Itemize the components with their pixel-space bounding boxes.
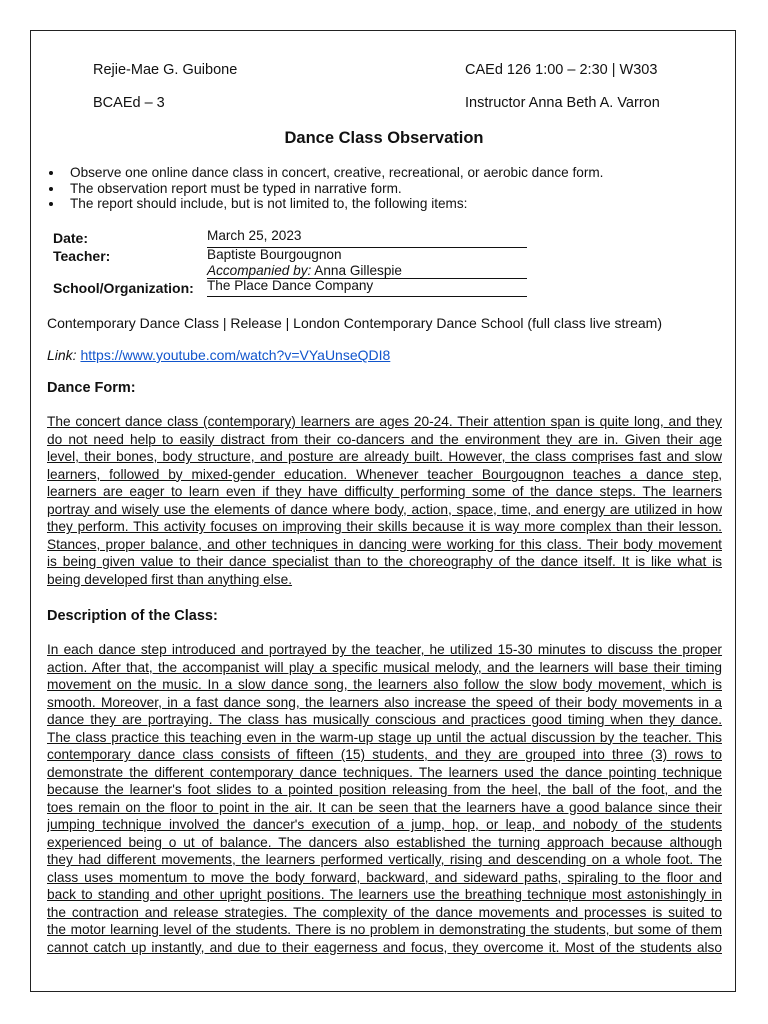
paragraph-line: movement on the music. In a slow dance song, the learners also follow the slow body movement, which is — [47, 677, 722, 692]
instruction-item: Observe one online dance class in concert, creative, recreational, or aerobic dance form. — [45, 165, 603, 181]
paragraph-line: portray and wisely use the elements of dance where body, action, space, time, and energy are utilized in how — [47, 501, 722, 517]
paragraph-line: they perform. This activity focuses on improving their skills because it is way more complex than their lesson. — [47, 519, 722, 534]
paragraph-line: toes remain on the floor to point in the air. It can be seen that the learners have a good balance since their — [47, 799, 722, 815]
paragraph-line: cannot catch up instantly, and due to their eagerness and focus, they overcome it. Most of the students also — [47, 939, 722, 955]
instruction-item: The report should include, but is not limited to, the following items: — [45, 196, 603, 212]
paragraph-line: experienced being o ut of balance. The dancers also established the turning approach because although — [47, 834, 722, 850]
course-schedule: CAEd 126 1:00 – 2:30 | W303 — [465, 62, 658, 78]
paragraph-line: dance they are portraying. The class has musically conscious and practices good timing when they dance. — [47, 712, 722, 727]
paragraph-line: The concert dance class (contemporary) learners are ages 20-24. Their attention span is quite long, and they — [47, 414, 722, 429]
link-label: Link: — [47, 347, 77, 363]
paragraph-line: back to standing and other upright positions. The learners use the breathing technique most astonishingly in — [47, 887, 722, 902]
paragraph-line: they had different movements, the learners performed vertically, rising and descending on a whole foot. The — [47, 852, 722, 867]
program-label: BCAEd – 3 — [93, 95, 165, 111]
document-page — [30, 30, 736, 992]
paragraph-line: class uses momentum to move the body forward, backward, and sideward paths, spiraling to the floor and — [47, 869, 722, 885]
description-heading: Description of the Class: — [47, 608, 218, 624]
paragraph-line: The class practice this teaching even in the warm-up stage up until the actual discussion by the teacher. This — [47, 729, 722, 745]
paragraph-line: being developed first than anything else. — [47, 571, 293, 587]
date-value: March 25, 2023 — [207, 228, 302, 243]
bullet-icon — [49, 202, 53, 206]
paragraph-line: Stances, proper balance, and other techniques in dancing were working for this class. Their body movement — [47, 536, 722, 552]
instruction-item: The observation report must be typed in narrative form. — [45, 181, 603, 197]
school-label: School/Organization: — [53, 280, 194, 296]
accompanied-value: Anna Gillespie — [311, 263, 402, 278]
paragraph-line: smooth. Moreover, in a fast dance song, the learners also increase the speed of their body movements in a — [47, 694, 722, 710]
description-paragraph — [47, 641, 722, 956]
paragraph-line: jumping technique involved the dancer's execution of a jump, hop, or leap, and nobody of the students — [47, 817, 722, 832]
paragraph-line: contemporary dance class consists of fifteen (15) students, and they are grouped into three (3) rows to — [47, 747, 722, 762]
school-underline — [207, 296, 527, 297]
paragraph-line: is being given value to their dance specialist than to the choreography of the dance itself. It is like what is — [47, 554, 722, 569]
paragraph-line: the contraction and release strategies. The complexity of the dance movements and processes is suited to — [47, 904, 722, 920]
link-line — [47, 347, 390, 363]
dance-form-paragraph — [47, 413, 722, 588]
class-title: Contemporary Dance Class | Release | London Contemporary Dance School (full class live stream) — [47, 315, 662, 331]
dance-form-heading: Dance Form: — [47, 380, 136, 396]
bullet-icon — [49, 171, 53, 175]
accompanied-by — [207, 263, 527, 279]
teacher-value: Baptiste Bourgougnon — [207, 247, 342, 262]
paragraph-line: because the learner's foot slides to a pointed position releasing from the heel, the ball of the foot, and the — [47, 782, 722, 797]
paragraph-line: the motor learning level of the students. There is no problem in demonstrating the students, but some of them — [47, 922, 722, 937]
paragraph-line: action. After that, the accompanist will play a specific musical melody, and the learners will base their timing — [47, 659, 722, 675]
bullet-icon — [49, 187, 53, 191]
paragraph-line: level, their bones, body structure, and posture are already built. However, the class comprises fast and slow — [47, 449, 722, 464]
paragraph-line: learners, followed by mixed-gender education. Whenever teacher Bourgougnon teaches a dance step, — [47, 466, 722, 482]
paragraph-line: demonstrate the different contemporary dance techniques. The learners used the dance pointing technique — [47, 764, 722, 780]
paragraph-line: learners are eager to learn even if they have difficulty performing some of the dance steps. The learners — [47, 484, 722, 499]
student-name: Rejie-Mae G. Guibone — [93, 62, 238, 78]
instruction-list — [45, 165, 603, 212]
paragraph-line: do not need help to easily distract from their co-dancers and the environment they are in. Given their age — [47, 431, 722, 447]
paragraph-line: In each dance step introduced and portrayed by the teacher, he utilized 15-30 minutes to discuss the proper — [47, 642, 722, 657]
instructor-name: Instructor Anna Beth A. Varron — [465, 95, 660, 111]
accompanied-label: Accompanied by: — [207, 263, 312, 278]
date-label: Date: — [53, 230, 89, 246]
teacher-label: Teacher: — [53, 248, 111, 264]
video-link[interactable]: https://www.youtube.com/watch?v=VYaUnseQDI8 — [80, 347, 391, 363]
document-title: Dance Class Observation — [284, 129, 484, 147]
school-value: The Place Dance Company — [207, 278, 374, 293]
